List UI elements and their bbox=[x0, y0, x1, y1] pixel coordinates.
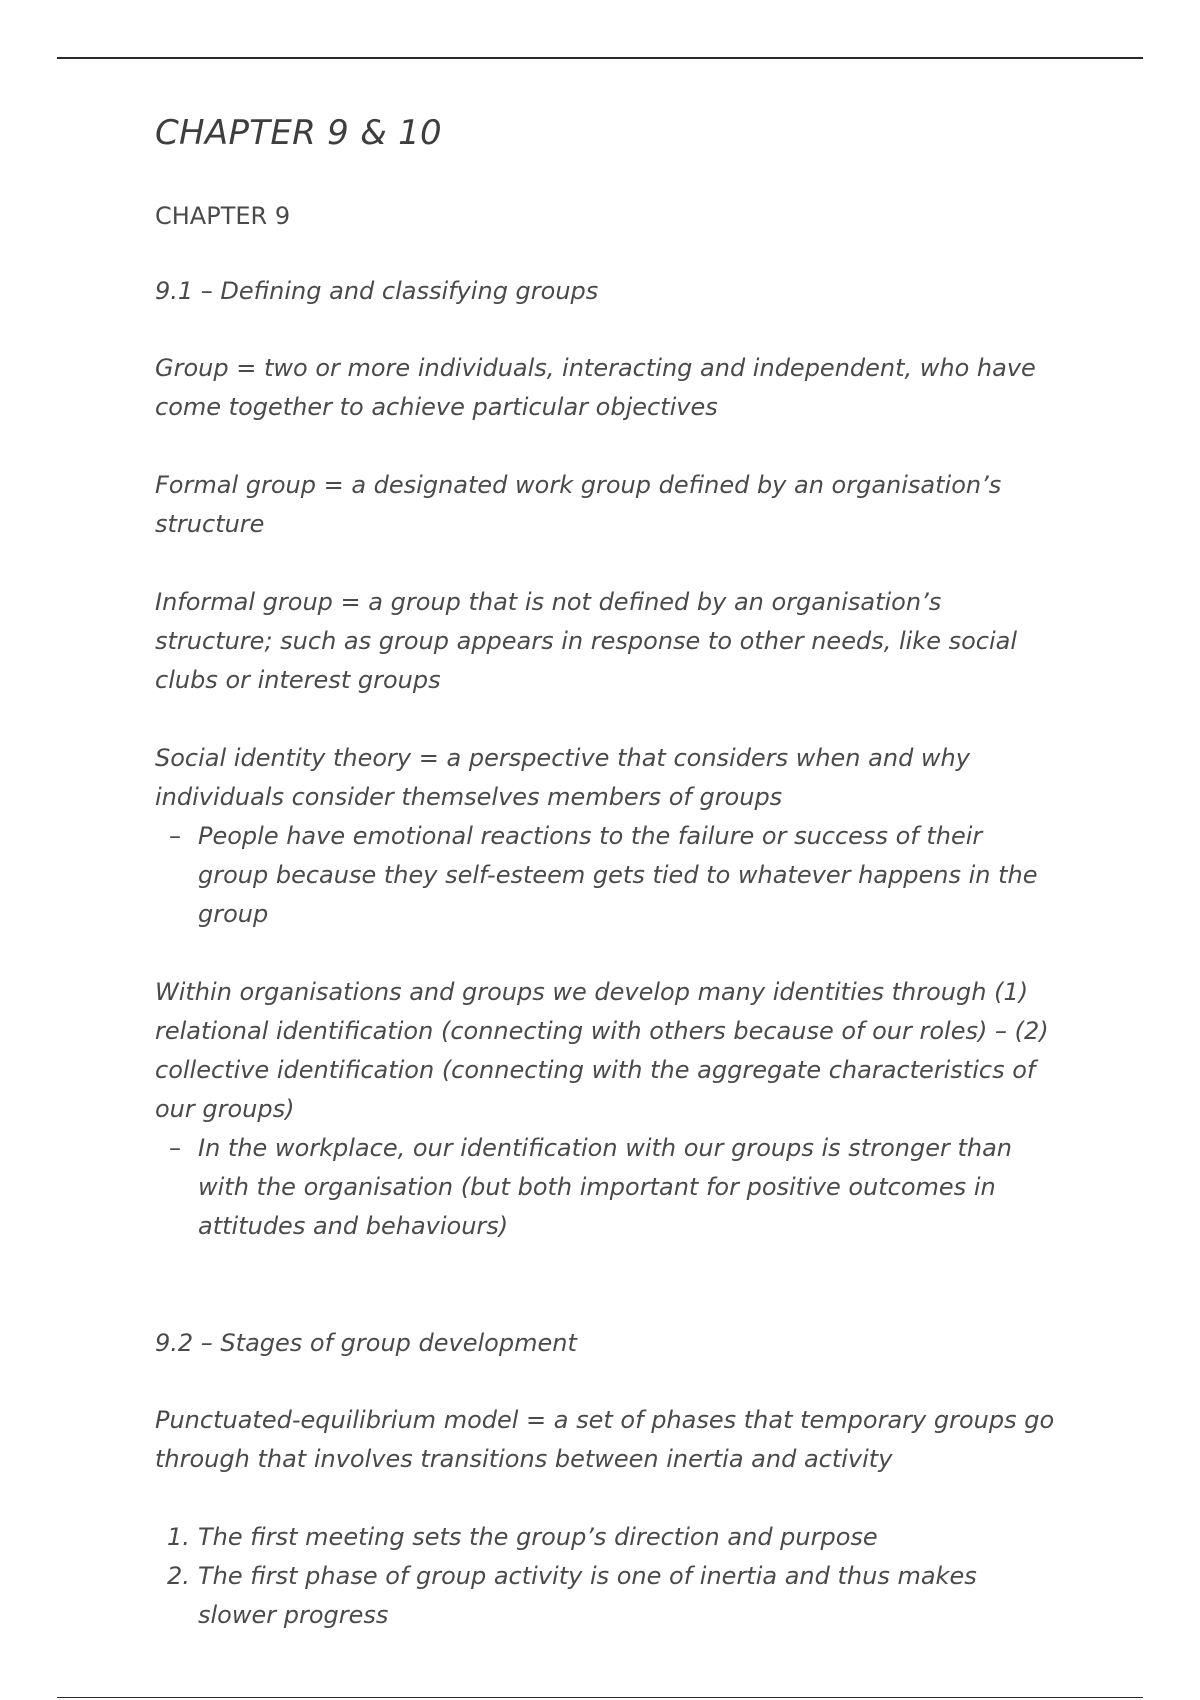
section-heading-9-1: 9.1 – Defining and classifying groups bbox=[155, 277, 599, 305]
list-item bbox=[155, 1129, 1055, 1246]
definition-group: Group = two or more individuals, interacting and independent, who have come together to achieve particular objectives bbox=[155, 354, 1036, 421]
steps-list bbox=[155, 1518, 1055, 1635]
section-heading-9-2: 9.2 – Stages of group development bbox=[155, 1329, 577, 1357]
definition-social-identity-theory: Social identity theory = a perspective that considers when and why individuals consider themselves members of groups bbox=[155, 744, 970, 811]
definition-informal-group: Informal group = a group that is not defined by an organisation’s structure; such as group appears in response to other needs, like social clubs or interest groups bbox=[155, 588, 1018, 694]
definition-punctuated-equilibrium: Punctuated-equilibrium model = a set of phases that temporary groups go through that involves transitions between inertia and activity bbox=[155, 1406, 1055, 1473]
number-marker: 1. bbox=[167, 1523, 190, 1551]
number-marker: 2. bbox=[167, 1562, 190, 1590]
list-item-text: The first phase of group activity is one of inertia and thus makes slower progress bbox=[198, 1562, 977, 1629]
identities-paragraph: Within organisations and groups we develop many identities through (1) relational identification (connecting with others because of our roles) – (2) collective identification (connecting with the aggregate characteristics of our groups) bbox=[155, 978, 1049, 1123]
list-item-text: The first meeting sets the group’s direction and purpose bbox=[198, 1523, 878, 1551]
definition-formal-group: Formal group = a designated work group defined by an organisation’s structure bbox=[155, 471, 1002, 538]
top-rule bbox=[57, 57, 1143, 59]
dash-marker: – bbox=[169, 822, 181, 850]
list-item-text: In the workplace, our identification with our groups is stronger than with the organisation (but both important for positive outcomes in attitudes and behaviours) bbox=[198, 1134, 1013, 1240]
page-title: CHAPTER 9 & 10 bbox=[155, 113, 442, 153]
bottom-rule bbox=[57, 1697, 1143, 1698]
list-item bbox=[155, 1557, 1055, 1635]
identities-bullet-list bbox=[155, 1129, 1055, 1246]
list-item bbox=[155, 817, 1055, 934]
sit-bullet-list bbox=[155, 817, 1055, 934]
chapter-label: CHAPTER 9 bbox=[155, 202, 291, 230]
document-body bbox=[155, 108, 1055, 1635]
list-item bbox=[155, 1518, 1055, 1557]
dash-marker: – bbox=[169, 1134, 181, 1162]
list-item-text: People have emotional reactions to the failure or success of their group because they self-esteem gets tied to whatever happens in the group bbox=[198, 822, 1038, 928]
